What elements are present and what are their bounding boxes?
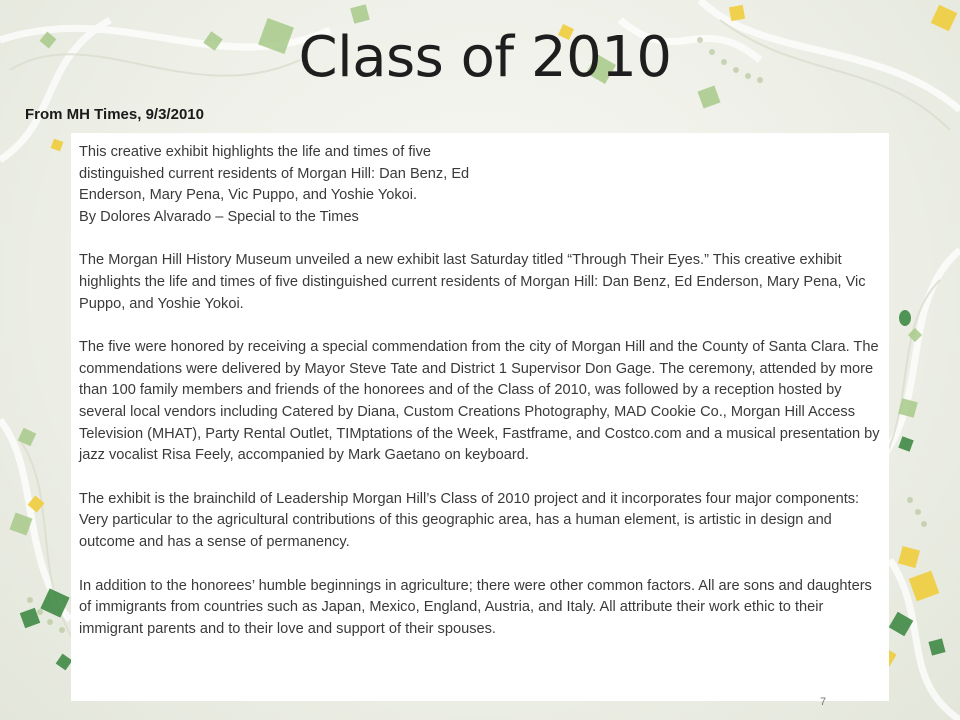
article-paragraph: The exhibit is the brainchild of Leadership Morgan Hill’s Class of 2010 project and it incorporates four major components: Very particular to the agricultural contributions of this geographic area, has a human element, is artistic in design and outcome and has a sense of permanency. — [79, 490, 860, 550]
intro-line: This creative exhibit highlights the life and times of five — [79, 144, 432, 160]
article-paragraph: The Morgan Hill History Museum unveiled a new exhibit last Saturday titled “Through Their Eyes.” This creative exhibit highlights the life and times of five distinguished current residents of Morgan Hill: Dan Benz, Ed Enderson, Mary Pena, Vic Puppo, and Yoshie Yokoi. — [79, 252, 866, 312]
slide-title: Class of 2010 — [298, 25, 672, 90]
article-paragraph: In addition to the honorees’ humble beginnings in agriculture; there were other common factors. All are sons and daughters of immigrants from countries such as Japan, Mexico, England, Austria, and Italy. All attribute their work ethic to their immigrant parents and to their love and support of their spouses. — [79, 577, 872, 637]
intro-line: distinguished current residents of Morgan Hill: Dan Benz, Ed — [79, 165, 470, 182]
byline: By Dolores Alvarado – Special to the Times — [79, 208, 359, 225]
article-intro — [79, 142, 881, 228]
article-paragraph: The five were honored by receiving a special commendation from the city of Morgan Hill and the County of Santa Clara. The commendations were delivered by Mayor Steve Tate and District 1 Supervisor Don Gage. The ceremony, attended by more than 100 family members and friends of the honorees and of the Class of 2010, was followed by a reception hosted by several local vendors including Catered by Diana, Custom Creations Photography, MAD Cookie Co., Morgan Hill Access Television (MHAT), Party Rental Outlet, TIMptations of the Week, Fastframe, and Costco.com and a musical presentation by jazz vocalist Risa Feely, accompanied by Mark Gaetano on keyboard. — [79, 339, 880, 464]
intro-line: Enderson, Mary Pena, Vic Puppo, and Yoshie Yokoi. — [79, 187, 418, 204]
slide-number: 7 — [820, 696, 827, 708]
source-line: From MH Times, 9/3/2010 — [25, 106, 204, 123]
article-panel — [71, 133, 889, 701]
